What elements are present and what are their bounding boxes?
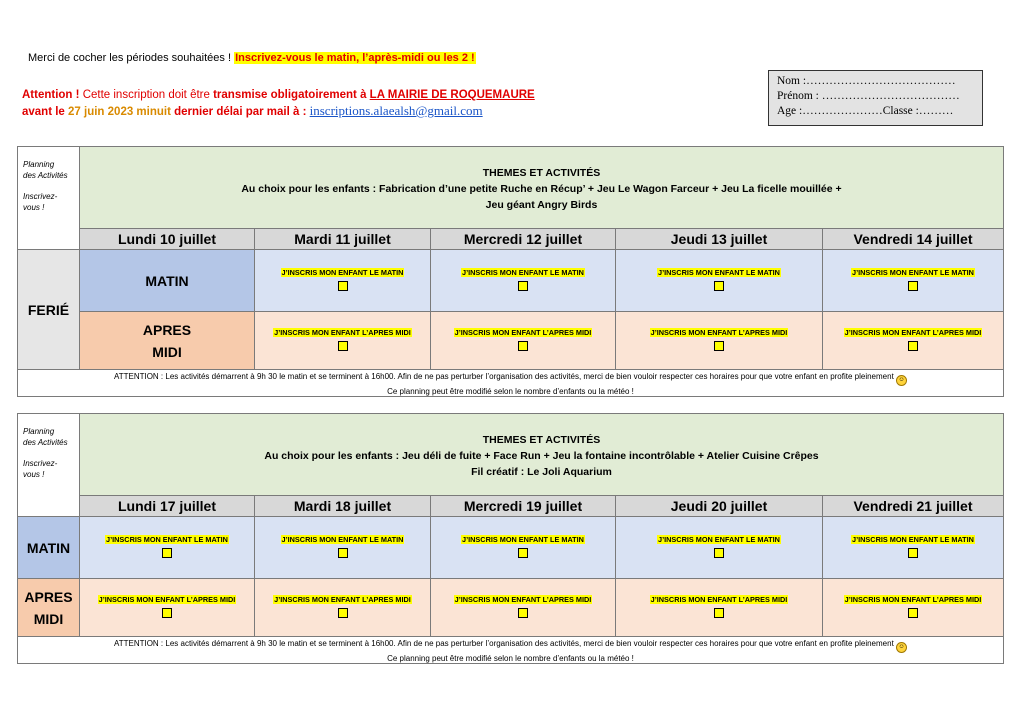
apres-midi-slot [255, 312, 431, 370]
apres-midi-label [18, 579, 80, 637]
modif-text: Ce planning peut être modifié selon le nombre d’enfants ou la météo ! [387, 387, 634, 396]
planning-label [18, 414, 80, 517]
checkbox[interactable] [518, 608, 528, 618]
planning-table-week1 [17, 146, 1004, 397]
apres-midi-slot [255, 579, 431, 637]
checkbox[interactable] [714, 281, 724, 291]
avant-text: avant le [22, 106, 69, 118]
checkbox[interactable] [518, 281, 528, 291]
prenom-field[interactable]: Prénom : ……………………………… [777, 90, 960, 102]
checkbox[interactable] [338, 281, 348, 291]
slot-label: J’INSCRIS MON ENFANT L’APRES MIDI [274, 328, 411, 337]
matin-label: MATIN [18, 517, 80, 579]
slot-label: J’INSCRIS MON ENFANT L’APRES MIDI [454, 328, 592, 337]
attention-footer [18, 370, 1004, 397]
apres-midi-label [80, 312, 255, 370]
theme-title: THEMES ET ACTIVITÉS [482, 434, 601, 446]
matin-slot [823, 517, 1004, 579]
day-header: Mercredi 19 juillet [431, 496, 616, 517]
planning-label-line: des Activités [23, 171, 68, 180]
theme-line: Fil créatif : Le Joli Aquarium [471, 466, 612, 478]
mairie-text: LA MAIRIE DE ROQUEMAURE [369, 89, 535, 101]
modif-text: Ce planning peut être modifié selon le nombre d’enfants ou la météo ! [387, 654, 634, 663]
checkbox[interactable] [714, 608, 724, 618]
matin-label: MATIN [80, 250, 255, 312]
email-link[interactable]: inscriptions.alaealsh@gmail.com [309, 103, 483, 118]
transmise-text: transmise obligatoirement à [213, 89, 370, 101]
slot-label: J’INSCRIS MON ENFANT LE MATIN [281, 268, 404, 277]
slot-label: J’INSCRIS MON ENFANT LE MATIN [281, 535, 404, 544]
checkbox[interactable] [162, 608, 172, 618]
matin-slot [255, 250, 431, 312]
theme-line: Au choix pour les enfants : Fabrication d’une petite Ruche en Récup’ + Jeu Le Wagon Farceur + Jeu La ficelle mouillée + [241, 183, 842, 195]
attention-notice [22, 88, 535, 120]
slot-label: J’INSCRIS MON ENFANT LE MATIN [462, 268, 584, 277]
day-header: Mardi 18 juillet [255, 496, 431, 517]
apres-midi-slot [616, 312, 823, 370]
apres-midi-slot [431, 312, 616, 370]
matin-slot [80, 517, 255, 579]
matin-slot [823, 250, 1004, 312]
checkbox[interactable] [908, 281, 918, 291]
slot-label: J’INSCRIS MON ENFANT L’APRES MIDI [454, 595, 592, 604]
day-header: Jeudi 20 juillet [616, 496, 823, 517]
theme-line: Au choix pour les enfants : Jeu déli de fuite + Face Run + Jeu la fontaine incontrôlable + Atelier Cuisine Crêpes [264, 450, 819, 462]
slot-label: J’INSCRIS MON ENFANT LE MATIN [106, 535, 228, 544]
checkbox[interactable] [518, 341, 528, 351]
checkbox[interactable] [714, 341, 724, 351]
attention-text: Cette inscription doit être [82, 89, 214, 101]
intro-text: Merci de cocher les périodes souhaitées ! [28, 52, 235, 64]
checkbox[interactable] [338, 341, 348, 351]
day-header: Lundi 17 juillet [80, 496, 255, 517]
apres-label-line: APRES [24, 588, 73, 605]
day-header: Lundi 10 juillet [80, 229, 255, 250]
slot-label: J’INSCRIS MON ENFANT L’APRES MIDI [650, 595, 788, 604]
slot-label: J’INSCRIS MON ENFANT LE MATIN [852, 268, 974, 277]
slot-label: J’INSCRIS MON ENFANT L’APRES MIDI [844, 328, 982, 337]
apres-label-line: APRES [142, 321, 192, 338]
planning-label-line: Inscrivez- [23, 459, 58, 468]
intro-highlight: Inscrivez-vous le matin, l’après-midi ou les 2 ! [235, 52, 475, 64]
attention-word: Attention ! [22, 89, 83, 101]
apres-label-line: MIDI [152, 343, 182, 360]
matin-slot [616, 517, 823, 579]
day-header: Mardi 11 juillet [255, 229, 431, 250]
checkbox[interactable] [908, 341, 918, 351]
nom-field[interactable]: Nom :………………………………… [777, 75, 956, 87]
intro-line [28, 52, 476, 64]
matin-slot [431, 250, 616, 312]
smiley-icon: ☺ [896, 642, 907, 653]
slot-label: J’INSCRIS MON ENFANT L’APRES MIDI [274, 595, 411, 604]
slot-label: J’INSCRIS MON ENFANT L’APRES MIDI [650, 328, 788, 337]
day-header: Vendredi 14 juillet [823, 229, 1004, 250]
attention-text: ATTENTION : Les activités démarrent à 9h 30 le matin et se terminent à 16h00. Afin de ne pas perturber l’organisation des activités, merci de bien vouloir respecter ces horaires pour que votre enfant en profite pleinement [113, 639, 894, 648]
apres-midi-slot [823, 579, 1004, 637]
identity-box [768, 70, 983, 126]
slot-label: J’INSCRIS MON ENFANT LE MATIN [658, 268, 780, 277]
age-classe-field[interactable]: Age :…………………Classe :……… [777, 105, 954, 117]
slot-label: J’INSCRIS MON ENFANT L’APRES MIDI [98, 595, 236, 604]
planning-label-line: vous ! [23, 470, 45, 479]
planning-label-line: des Activités [23, 438, 68, 447]
apres-midi-slot [823, 312, 1004, 370]
matin-slot [616, 250, 823, 312]
smiley-icon: ☺ [896, 375, 907, 386]
theme-header [80, 147, 1004, 229]
apres-midi-slot [80, 579, 255, 637]
planning-table-week2 [17, 413, 1004, 664]
planning-label-line: Inscrivez- [23, 192, 58, 201]
slot-label: J’INSCRIS MON ENFANT LE MATIN [852, 535, 974, 544]
dernier-text: dernier délai par mail à : [170, 106, 310, 118]
planning-label [18, 147, 80, 250]
checkbox[interactable] [162, 548, 172, 558]
attention-footer [18, 637, 1004, 664]
theme-title: THEMES ET ACTIVITÉS [482, 167, 601, 179]
day-header: Vendredi 21 juillet [823, 496, 1004, 517]
slot-label: J’INSCRIS MON ENFANT LE MATIN [462, 535, 584, 544]
matin-slot [255, 517, 431, 579]
theme-header [80, 414, 1004, 496]
slot-label: J’INSCRIS MON ENFANT L’APRES MIDI [844, 595, 982, 604]
apres-label-line: MIDI [33, 610, 64, 627]
checkbox[interactable] [338, 608, 348, 618]
checkbox[interactable] [338, 548, 348, 558]
apres-midi-slot [431, 579, 616, 637]
checkbox[interactable] [908, 548, 918, 558]
attention-text: ATTENTION : Les activités démarrent à 9h 30 le matin et se terminent à 16h00. Afin de ne pas perturber l’organisation des activités, merci de bien vouloir respecter ces horaires pour que votre enfant en profite pleinement [113, 372, 894, 381]
checkbox[interactable] [518, 548, 528, 558]
checkbox[interactable] [908, 608, 918, 618]
theme-line: Jeu géant Angry Birds [485, 199, 598, 211]
planning-label-line: Planning [23, 160, 55, 169]
ferie-cell: FERIÉ [18, 250, 80, 370]
planning-label-line: Planning [23, 427, 55, 436]
slot-label: J’INSCRIS MON ENFANT LE MATIN [658, 535, 780, 544]
apres-midi-slot [616, 579, 823, 637]
day-header: Mercredi 12 juillet [431, 229, 616, 250]
deadline-date: 27 juin 2023 minuit [68, 106, 171, 118]
planning-label-line: vous ! [23, 203, 45, 212]
matin-slot [431, 517, 616, 579]
day-header: Jeudi 13 juillet [616, 229, 823, 250]
checkbox[interactable] [714, 548, 724, 558]
